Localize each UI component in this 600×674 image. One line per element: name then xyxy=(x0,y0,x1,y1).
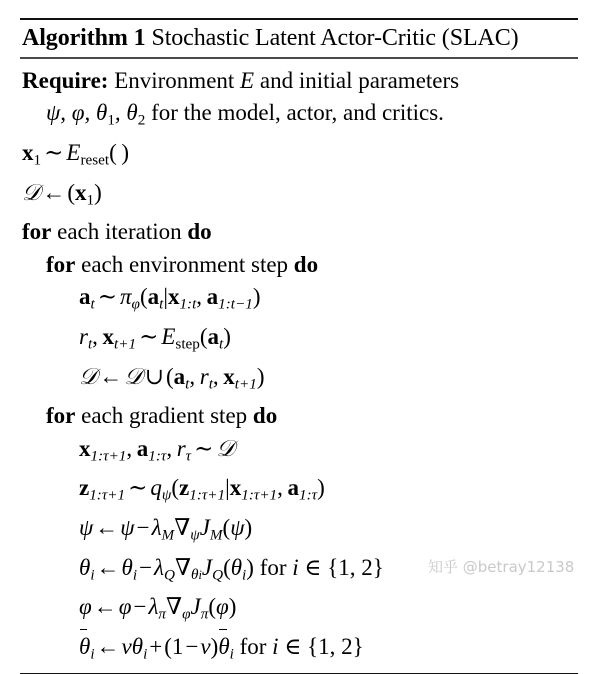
keyword-for: for xyxy=(46,403,76,429)
symbol-environment: E xyxy=(240,68,255,93)
keyword-for: for xyxy=(22,219,52,245)
symbol-index-i: i xyxy=(292,554,299,580)
line-append-dataset: 𝒟←𝒟∪(at, rt, xt+1) xyxy=(79,363,265,392)
line-update-critics: θi←θi−λQ∇θiJQ(θi) for i ∈ {1, 2} xyxy=(79,554,384,583)
keyword-do: do xyxy=(293,251,319,277)
line-update-target-critics: θi←νθi+(1−ν)θi for i ∈ {1, 2} xyxy=(20,631,578,671)
line-update-model: ψ←ψ−λM∇ψJM(ψ) xyxy=(79,514,253,544)
figure-bottom-rule xyxy=(20,673,578,674)
text-each-environment-step: each environment step xyxy=(81,251,289,277)
require-text-1: Environment xyxy=(114,68,235,93)
require-line-1 xyxy=(20,65,578,97)
line-for-each-gradient-step xyxy=(20,400,578,432)
text-for-i-in: for xyxy=(239,633,267,659)
line-update-actor: φ←φ−λπ∇φJπ(φ) xyxy=(79,594,237,623)
require-line2-text: for the model, actor, and critics. xyxy=(151,100,444,126)
watermark: 知乎 @betray12138 xyxy=(428,558,575,576)
set-one-two: {1, 2} xyxy=(307,633,364,659)
keyword-do: do xyxy=(187,219,212,245)
algorithm-body xyxy=(20,59,578,673)
require-text-2: and initial parameters xyxy=(259,68,460,93)
algorithm-label: Algorithm 1 xyxy=(22,25,146,51)
text-each-gradient-step: each gradient step xyxy=(81,403,248,429)
require-parameter-symbols: ψ, φ, θ1, θ2 xyxy=(46,100,146,129)
algorithm-title-row xyxy=(20,20,578,57)
require-keyword: Require: xyxy=(22,68,109,93)
line-init-dataset: 𝒟←(x1) xyxy=(22,179,102,208)
keyword-for: for xyxy=(46,251,76,277)
set-one-two: {1, 2} xyxy=(327,554,384,580)
symbol-element-of: ∈ xyxy=(284,633,302,659)
symbol-element-of: ∈ xyxy=(304,554,322,580)
line-for-each-iteration xyxy=(20,216,578,248)
require-line-2 xyxy=(20,97,578,137)
text-each-iteration: each iteration xyxy=(57,219,182,245)
line-env-step: rt, xt+1 ∼ Estep(at) xyxy=(79,323,231,353)
line-sample-action: at ∼ πφ(at|x1:t, a1:t−1) xyxy=(79,284,261,313)
line-sample-latents: z1:τ+1 ∼ qψ(z1:τ+1|x1:τ+1, a1:τ) xyxy=(79,475,325,504)
line-init-observation: x1 ∼ Ereset( ) xyxy=(22,140,130,169)
line-for-each-environment-step xyxy=(20,249,578,281)
keyword-do: do xyxy=(252,403,278,429)
text-for-i-in: for xyxy=(259,554,287,580)
symbol-index-i: i xyxy=(272,633,279,659)
line-sample-batch: x1:τ+1, a1:τ, rτ ∼ 𝒟 xyxy=(79,435,235,464)
algorithm-title: Stochastic Latent Actor-Critic (SLAC) xyxy=(151,25,519,51)
